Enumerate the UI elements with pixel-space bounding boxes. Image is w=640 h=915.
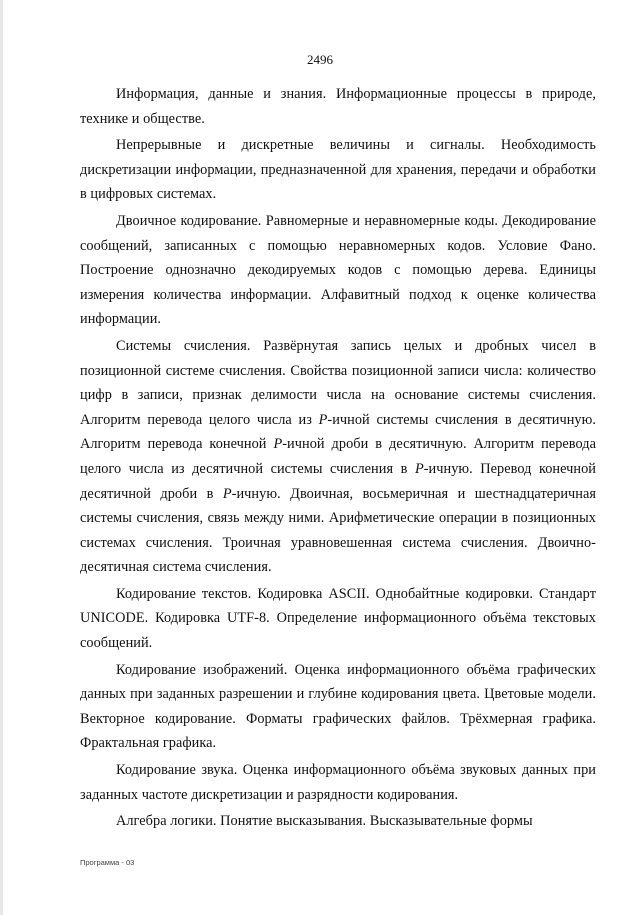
document-body bbox=[80, 82, 596, 836]
paragraph-number-systems: Системы счисления. Развёрнутая запись целых и дробных чисел в позиционной системе счисления. Свойства позиционной записи числа: количество цифр в записи, признак делимости числа на основание системы счисления. Алгоритм перевода целого числа из P-ичной системы счисления в десятичную. Алгоритм перевода конечной P-ичной дроби в десятичную. Алгоритм перевода целого числа из десятичной системы счисления в P-ичную. Перевод конечной десятичной дроби в P-ичную. Двоичная, восьмеричная и шестнадцатеричная системы счисления, связь между ними. Арифметические операции в позиционных системах счисления. Троичная уравновешенная система счисления. Двоично-десятичная система счисления. bbox=[80, 337, 597, 576]
page-footer: Программа - 03 bbox=[80, 858, 135, 867]
paragraph-information: Информация, данные и знания. Информационные процессы в природе, технике и обществе. bbox=[80, 86, 596, 127]
paragraph-logic-algebra: Алгебра логики. Понятие высказывания. Высказывательные формы bbox=[116, 813, 533, 830]
scan-edge bbox=[0, 0, 3, 915]
paragraph-binary-coding: Двоичное кодирование. Равномерные и неравномерные коды. Декодирование сообщений, записанных с помощью неравномерных кодов. Условие Фано. Построение однозначно декодируемых кодов с помощью дерева. Единицы измерения количества информации. Алфавитный подход к оценке количества информации. bbox=[80, 212, 596, 328]
paragraph-sound-encoding: Кодирование звука. Оценка информационного объёма звуковых данных при заданных частоте дискретизации и разрядности кодирования. bbox=[80, 762, 596, 803]
paragraph-image-encoding: Кодирование изображений. Оценка информационного объёма графических данных при заданных разрешении и глубине кодирования цвета. Цветовые модели. Векторное кодирование. Форматы графических файлов. Трёхмерная графика. Фрактальная графика. bbox=[80, 661, 596, 752]
paragraph-text-encoding: Кодирование текстов. Кодировка ASCII. Однобайтные кодировки. Стандарт UNICODE. Кодировка UTF-8. Определение информационного объёма текстовых сообщений. bbox=[80, 585, 596, 652]
page-number: 2496 bbox=[307, 52, 333, 67]
paragraph-signals: Непрерывные и дискретные величины и сигналы. Необходимость дискретизации информации, предназначенной для хранения, передачи и обработки в цифровых системах. bbox=[80, 137, 596, 203]
